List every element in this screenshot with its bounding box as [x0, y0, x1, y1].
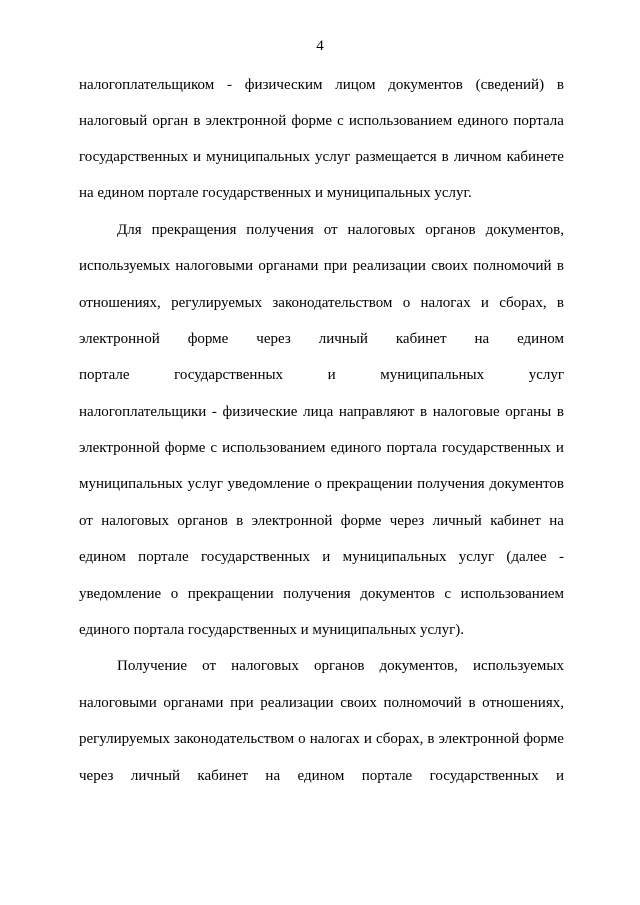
word: органов: [177, 513, 228, 529]
word: через: [256, 331, 291, 347]
word: кабинете: [506, 149, 564, 165]
text-line: [79, 76, 564, 94]
text-line: [79, 294, 564, 312]
word: сборах,: [499, 295, 547, 311]
word: использованием: [460, 586, 564, 602]
text-line: [117, 657, 564, 675]
word: в: [236, 513, 244, 529]
word: налоговыми: [175, 258, 254, 274]
word: форме: [523, 731, 564, 747]
word: налоговых: [231, 658, 299, 674]
word: -: [211, 404, 217, 420]
word: налогоплательщиком: [79, 77, 215, 93]
text-line: [79, 148, 564, 166]
word: от: [79, 513, 93, 529]
word: на: [474, 331, 490, 347]
word: личный: [318, 331, 368, 347]
word: лицом: [335, 77, 376, 93]
word: в: [556, 295, 564, 311]
word: на: [265, 768, 281, 784]
word: услуг: [315, 149, 351, 165]
word: электронной: [205, 113, 287, 129]
text-line: единого портала государственных и муниципальных услуг).: [79, 622, 465, 638]
word: налогах: [309, 731, 360, 747]
word: органами: [163, 695, 224, 711]
word: от: [202, 658, 217, 674]
word: портале: [361, 768, 413, 784]
word: получения: [417, 476, 485, 492]
word: налоговых: [347, 222, 416, 238]
word: орган: [152, 113, 189, 129]
word: услуг: [187, 476, 223, 492]
word: в: [556, 258, 564, 274]
word: кабинет: [490, 513, 541, 529]
text-line: [79, 475, 564, 493]
word: с: [337, 113, 344, 129]
text-line: [79, 112, 564, 130]
word: в: [427, 731, 435, 747]
word: едином: [297, 768, 345, 784]
word: в: [441, 149, 449, 165]
text-line: [79, 330, 564, 348]
word: органов: [313, 658, 365, 674]
word: форме: [187, 331, 229, 347]
word: единого: [330, 440, 382, 456]
word: портале: [79, 367, 130, 383]
word: отношениях,: [482, 695, 564, 711]
word: налогах: [420, 295, 471, 311]
word: реализации: [352, 258, 426, 274]
word: через: [389, 513, 425, 529]
word: портала: [386, 440, 437, 456]
word: своих: [340, 695, 377, 711]
word: регулируемых: [79, 731, 170, 747]
word: своих: [431, 258, 468, 274]
word: электронной: [79, 440, 160, 456]
word: государственных: [174, 367, 284, 383]
word: органами: [258, 258, 319, 274]
word: электронной: [251, 513, 333, 529]
word: (далее: [506, 549, 547, 565]
word: государственных: [441, 440, 551, 456]
word: услуг: [458, 549, 495, 565]
word: едином: [517, 331, 564, 347]
word: уведомление: [79, 586, 162, 602]
word: реализации: [260, 695, 334, 711]
word: и: [555, 768, 564, 784]
word: о: [314, 476, 322, 492]
text-line: [79, 439, 564, 457]
word: портале: [138, 549, 189, 565]
word: в: [193, 113, 201, 129]
word: полномочий: [383, 695, 462, 711]
text-line: [79, 403, 564, 421]
text-line: [79, 366, 564, 384]
word: органы: [505, 404, 552, 420]
text-line: [79, 548, 564, 566]
word: и: [480, 295, 489, 311]
word: о: [170, 586, 179, 602]
word: получения: [283, 586, 351, 602]
word: личный: [432, 513, 482, 529]
word: с: [444, 586, 452, 602]
word: используемых: [79, 258, 170, 274]
word: форме: [340, 513, 382, 529]
word: направляют: [338, 404, 415, 420]
word: налоговый: [79, 113, 148, 129]
word: форме: [291, 113, 332, 129]
word: полномочий: [473, 258, 552, 274]
word: кабинет: [395, 331, 447, 347]
word: на: [549, 513, 564, 529]
word: услуг: [528, 367, 564, 383]
word: документов,: [485, 222, 564, 238]
text-line: [79, 512, 564, 530]
word: используемых: [473, 658, 564, 674]
word: и: [327, 367, 336, 383]
word: прекращении: [187, 586, 274, 602]
word: Получение: [117, 658, 188, 674]
word: сборах,: [375, 731, 424, 747]
word: документов,: [379, 658, 458, 674]
word: муниципальных: [79, 476, 183, 492]
word: государственных: [201, 549, 310, 565]
word: физическим: [244, 77, 323, 93]
word: Для: [117, 222, 142, 238]
word: налоговые: [432, 404, 500, 420]
word: и: [555, 440, 564, 456]
word: в: [556, 404, 564, 420]
word: налоговыми: [79, 695, 157, 711]
word: электронной: [438, 731, 520, 747]
word: -: [226, 77, 232, 93]
word: в: [556, 77, 564, 93]
word: кабинет: [197, 768, 249, 784]
word: в: [468, 695, 476, 711]
word: форме: [164, 440, 206, 456]
word: и: [193, 149, 202, 165]
page-number: 4: [316, 38, 324, 54]
word: использованием: [222, 440, 326, 456]
word: прекращения: [151, 222, 237, 238]
word: при: [230, 695, 254, 711]
word: (сведений): [475, 77, 545, 93]
word: законодательством: [174, 731, 295, 747]
text-line: [79, 767, 564, 785]
word: при: [323, 258, 348, 274]
word: отношениях,: [79, 295, 161, 311]
word: документов: [360, 586, 435, 602]
word: от: [323, 222, 338, 238]
word: муниципальных: [342, 549, 447, 565]
word: личном: [453, 149, 502, 165]
word: регулируемых: [171, 295, 263, 311]
word: едином: [79, 549, 126, 565]
word: документов: [388, 77, 463, 93]
word: -: [558, 549, 564, 565]
word: с: [210, 440, 218, 456]
word: уведомление: [227, 476, 310, 492]
text-line: на едином портале государственных и муниципальных услуг.: [79, 185, 472, 201]
word: через: [79, 768, 114, 784]
text-line: [79, 694, 564, 712]
word: и: [363, 731, 372, 747]
word: в: [420, 404, 428, 420]
word: государственных: [429, 768, 539, 784]
word: лица: [303, 404, 334, 420]
word: налоговых: [101, 513, 169, 529]
word: муниципальных: [206, 149, 310, 165]
word: государственных: [79, 149, 188, 165]
word: портала: [513, 113, 564, 129]
text-line: [79, 585, 564, 603]
word: прекращении: [326, 476, 413, 492]
word: личный: [130, 768, 181, 784]
word: о: [402, 295, 411, 311]
word: налогоплательщики: [79, 404, 207, 420]
word: о: [298, 731, 306, 747]
word: получения: [246, 222, 314, 238]
word: размещается: [355, 149, 437, 165]
text-line: [79, 257, 564, 275]
word: единого: [457, 113, 509, 129]
text-line: [117, 221, 564, 239]
word: муниципальных: [380, 367, 485, 383]
word: электронной: [79, 331, 160, 347]
word: документов: [489, 476, 564, 492]
word: и: [322, 549, 331, 565]
word: законодательством: [272, 295, 393, 311]
word: использованием: [348, 113, 453, 129]
word: физические: [222, 404, 298, 420]
text-line: [79, 730, 564, 748]
word: органов: [425, 222, 476, 238]
